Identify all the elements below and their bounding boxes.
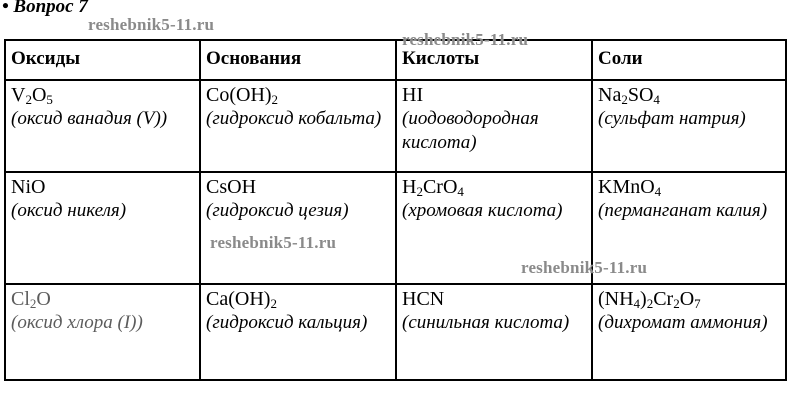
table-row [5, 284, 786, 380]
header-bases: Основания [200, 40, 396, 80]
table-cell [5, 284, 200, 380]
formula: $H_2CrO_4$ [402, 176, 464, 199]
table-cell [592, 284, 786, 380]
table-cell [5, 172, 200, 284]
formula: $(NH_4)_2Cr_2O_7$ [598, 288, 701, 311]
watermark: reshebnik5-11.ru [402, 30, 529, 49]
compound-name: (оксид ванадия (V)) [11, 108, 168, 129]
table-header-row [5, 40, 786, 80]
compound-name: (сульфат натрия) [598, 108, 746, 129]
formula: $Cl_2O$ [11, 288, 51, 311]
compound-name: (гидроксид цезия) [206, 200, 349, 221]
table-row [5, 80, 786, 172]
table-cell [200, 80, 396, 172]
compound-name: (хромовая кислота) [402, 200, 563, 221]
formula: HCN [402, 288, 445, 310]
header-acids: Кислоты [396, 40, 592, 80]
compound-name: (перманганат калия) [598, 200, 768, 221]
formula: $Co(OH)_2$ [206, 84, 279, 107]
compounds-table [4, 39, 787, 381]
compound-name: (дихромат аммония) [598, 312, 768, 333]
formula: $V_2O_5$ [11, 84, 53, 107]
table-cell [592, 80, 786, 172]
compound-name: (иодоводородная кислота) [402, 108, 539, 153]
watermark: reshebnik5-11.ru [521, 258, 648, 277]
table-cell [396, 284, 592, 380]
formula: CsOH [206, 176, 257, 198]
formula: $Ca(OH)_2$ [206, 288, 277, 311]
table-cell [396, 80, 592, 172]
watermark: reshebnik5-11.ru [88, 15, 215, 34]
compound-name: (оксид никеля) [11, 200, 127, 221]
formula: KMnO$_4$ [598, 176, 662, 199]
table-row [5, 172, 786, 284]
compound-name: (оксид хлора (I)) [11, 312, 143, 333]
question-heading: • Вопрос 7 [2, 0, 88, 17]
header-salts: Соли [592, 40, 786, 80]
formula: HI [402, 84, 424, 106]
formula: $Na_2SO_4$ [598, 84, 660, 107]
compound-name: (гидроксид кальция) [206, 312, 368, 333]
watermark: reshebnik5-11.ru [210, 233, 337, 252]
table-cell [5, 80, 200, 172]
compound-name: (синильная кислота) [402, 312, 570, 333]
compound-name: (гидроксид кобальта) [206, 108, 382, 129]
formula: NiO [11, 176, 46, 198]
table-cell [200, 284, 396, 380]
header-oxides: Оксиды [5, 40, 200, 80]
table-cell [200, 172, 396, 284]
